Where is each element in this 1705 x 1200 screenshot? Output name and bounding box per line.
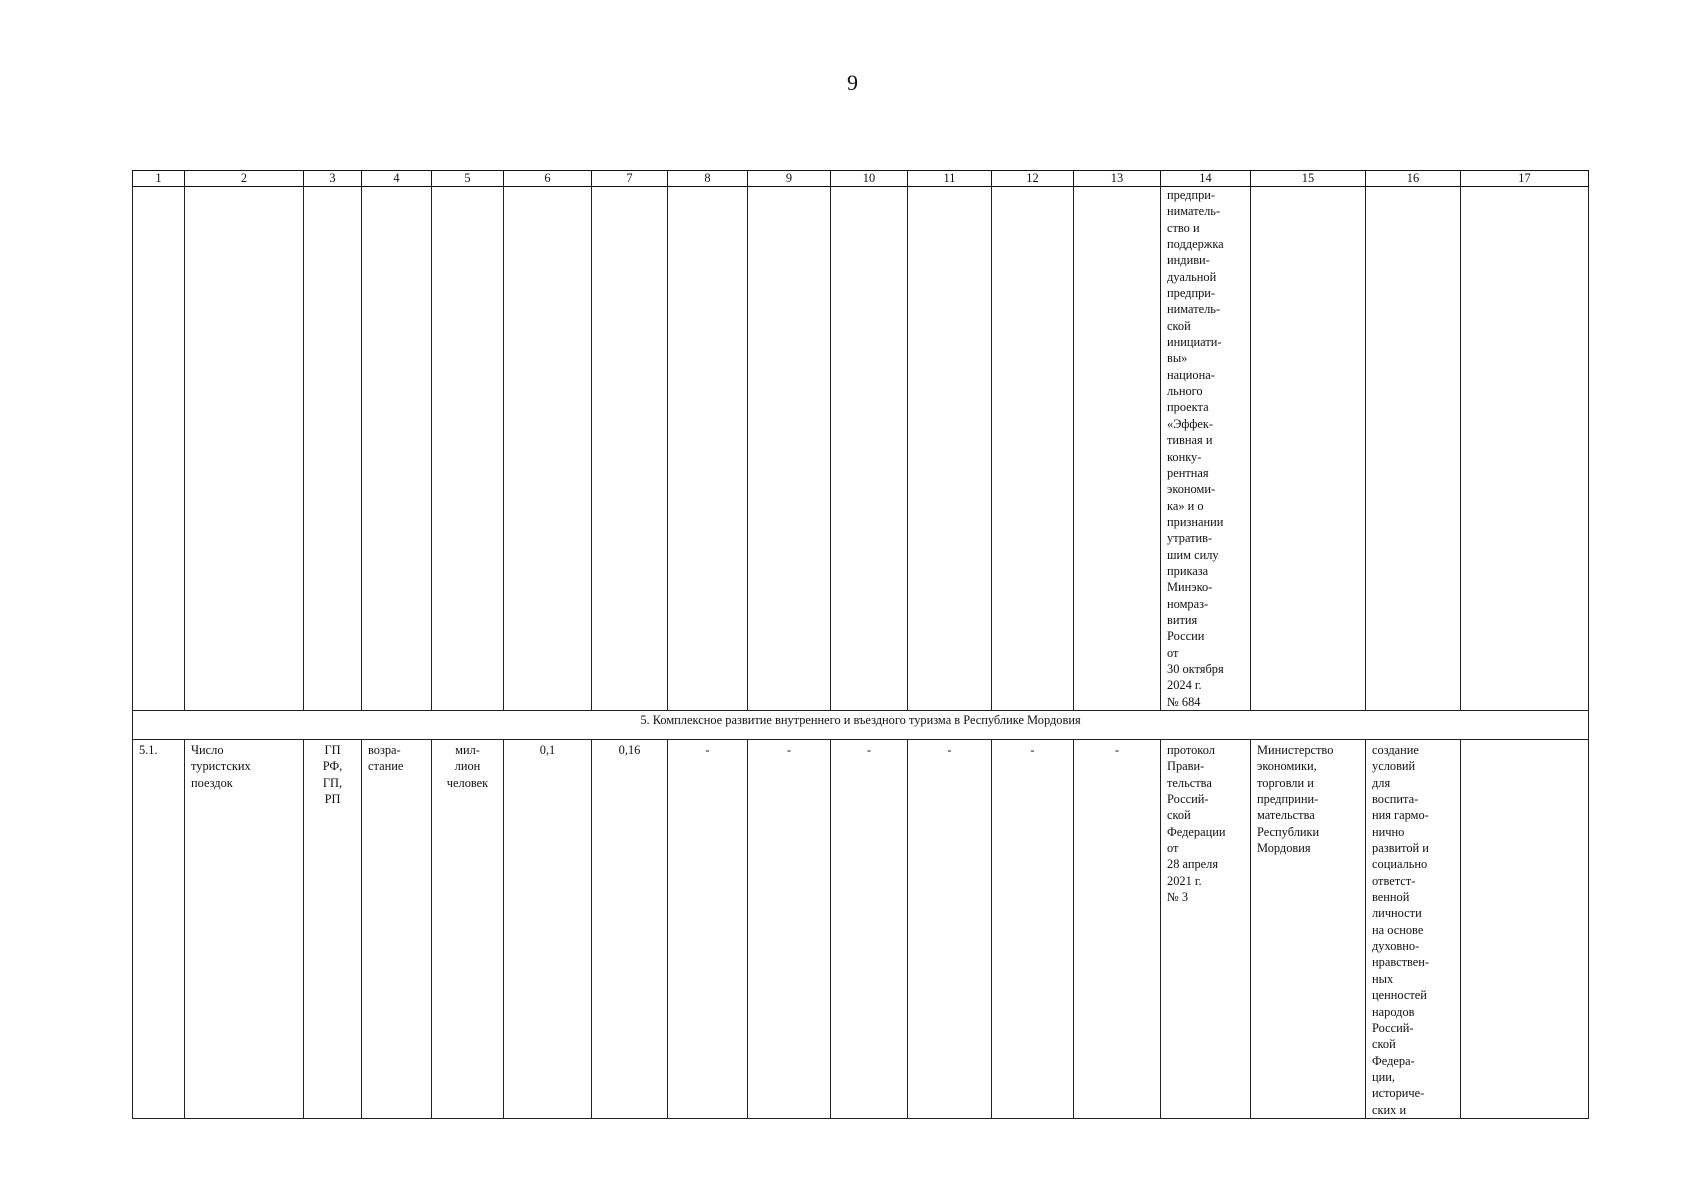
table-cell (1461, 187, 1589, 711)
value-col-9: - (748, 740, 831, 1119)
table-cell (1461, 740, 1589, 1119)
table-cell (362, 187, 432, 711)
table-cell (668, 187, 748, 711)
column-number: 12 (992, 171, 1074, 187)
column-number: 17 (1461, 171, 1589, 187)
indicator-level: ГП РФ, ГП, РП (304, 740, 362, 1119)
column-number: 6 (504, 171, 592, 187)
table-cell (992, 187, 1074, 711)
value-col-7: 0,16 (592, 740, 668, 1119)
page-number: 9 (847, 70, 858, 95)
column-number: 8 (668, 171, 748, 187)
column-number: 3 (304, 171, 362, 187)
column-number: 11 (908, 171, 992, 187)
column-number: 4 (362, 171, 432, 187)
responsible-agency: Министерство экономики, торговли и предприни- мательства Республики Мордовия (1251, 740, 1366, 1119)
legal-basis-continued: предпри- ниматель- ство и поддержка индиви- дуальной предпри- ниматель- ской инициати- вы» национа- льного проекта «Эффек- тивная и конку- рентная экономи- ка» и о признании утратив- шим силу приказа Минэко- номраз- вития России от 30 октября 2024 г. № 684 (1161, 187, 1251, 711)
column-number: 13 (1074, 171, 1161, 187)
value-col-12: - (992, 740, 1074, 1119)
column-number-row (133, 171, 1589, 187)
section-row (133, 711, 1589, 740)
table-row (133, 740, 1589, 1119)
column-number: 5 (432, 171, 504, 187)
table-cell (432, 187, 504, 711)
indicator-name: Число туристских поездок (185, 740, 304, 1119)
base-value: 0,1 (504, 740, 592, 1119)
table-cell (185, 187, 304, 711)
column-number: 14 (1161, 171, 1251, 187)
value-col-10: - (831, 740, 908, 1119)
table-cell (133, 187, 185, 711)
indicators-table (132, 170, 1589, 1119)
table-cell (748, 187, 831, 711)
indicator-trend: возра- стание (362, 740, 432, 1119)
column-number: 1 (133, 171, 185, 187)
row-number: 5.1. (133, 740, 185, 1119)
column-number: 16 (1366, 171, 1461, 187)
column-number: 15 (1251, 171, 1366, 187)
column-number: 2 (185, 171, 304, 187)
table-cell (592, 187, 668, 711)
value-col-11: - (908, 740, 992, 1119)
table-cell (1251, 187, 1366, 711)
table-cell (831, 187, 908, 711)
table-cell (1366, 187, 1461, 711)
value-col-13: - (1074, 740, 1161, 1119)
table-cell (304, 187, 362, 711)
column-number: 10 (831, 171, 908, 187)
table-cell (908, 187, 992, 711)
continuation-row (133, 187, 1589, 711)
column-number: 9 (748, 171, 831, 187)
value-col-8: - (668, 740, 748, 1119)
section-title: 5. Комплексное развитие внутреннего и въездного туризма в Республике Мордовия (133, 711, 1589, 740)
table-cell (1074, 187, 1161, 711)
unit-of-measure: мил- лион человек (432, 740, 504, 1119)
column-number: 7 (592, 171, 668, 187)
table-cell (504, 187, 592, 711)
legal-document: протокол Прави- тельства Россий- ской Федерации от 28 апреля 2021 г. № 3 (1161, 740, 1251, 1119)
goal-linkage: создание условий для воспита- ния гармо- нично развитой и социально ответст- венной личности на основе духовно- нравствен- ных ценностей народов Россий- ской Федера- ции, историче- ских и (1366, 740, 1461, 1119)
